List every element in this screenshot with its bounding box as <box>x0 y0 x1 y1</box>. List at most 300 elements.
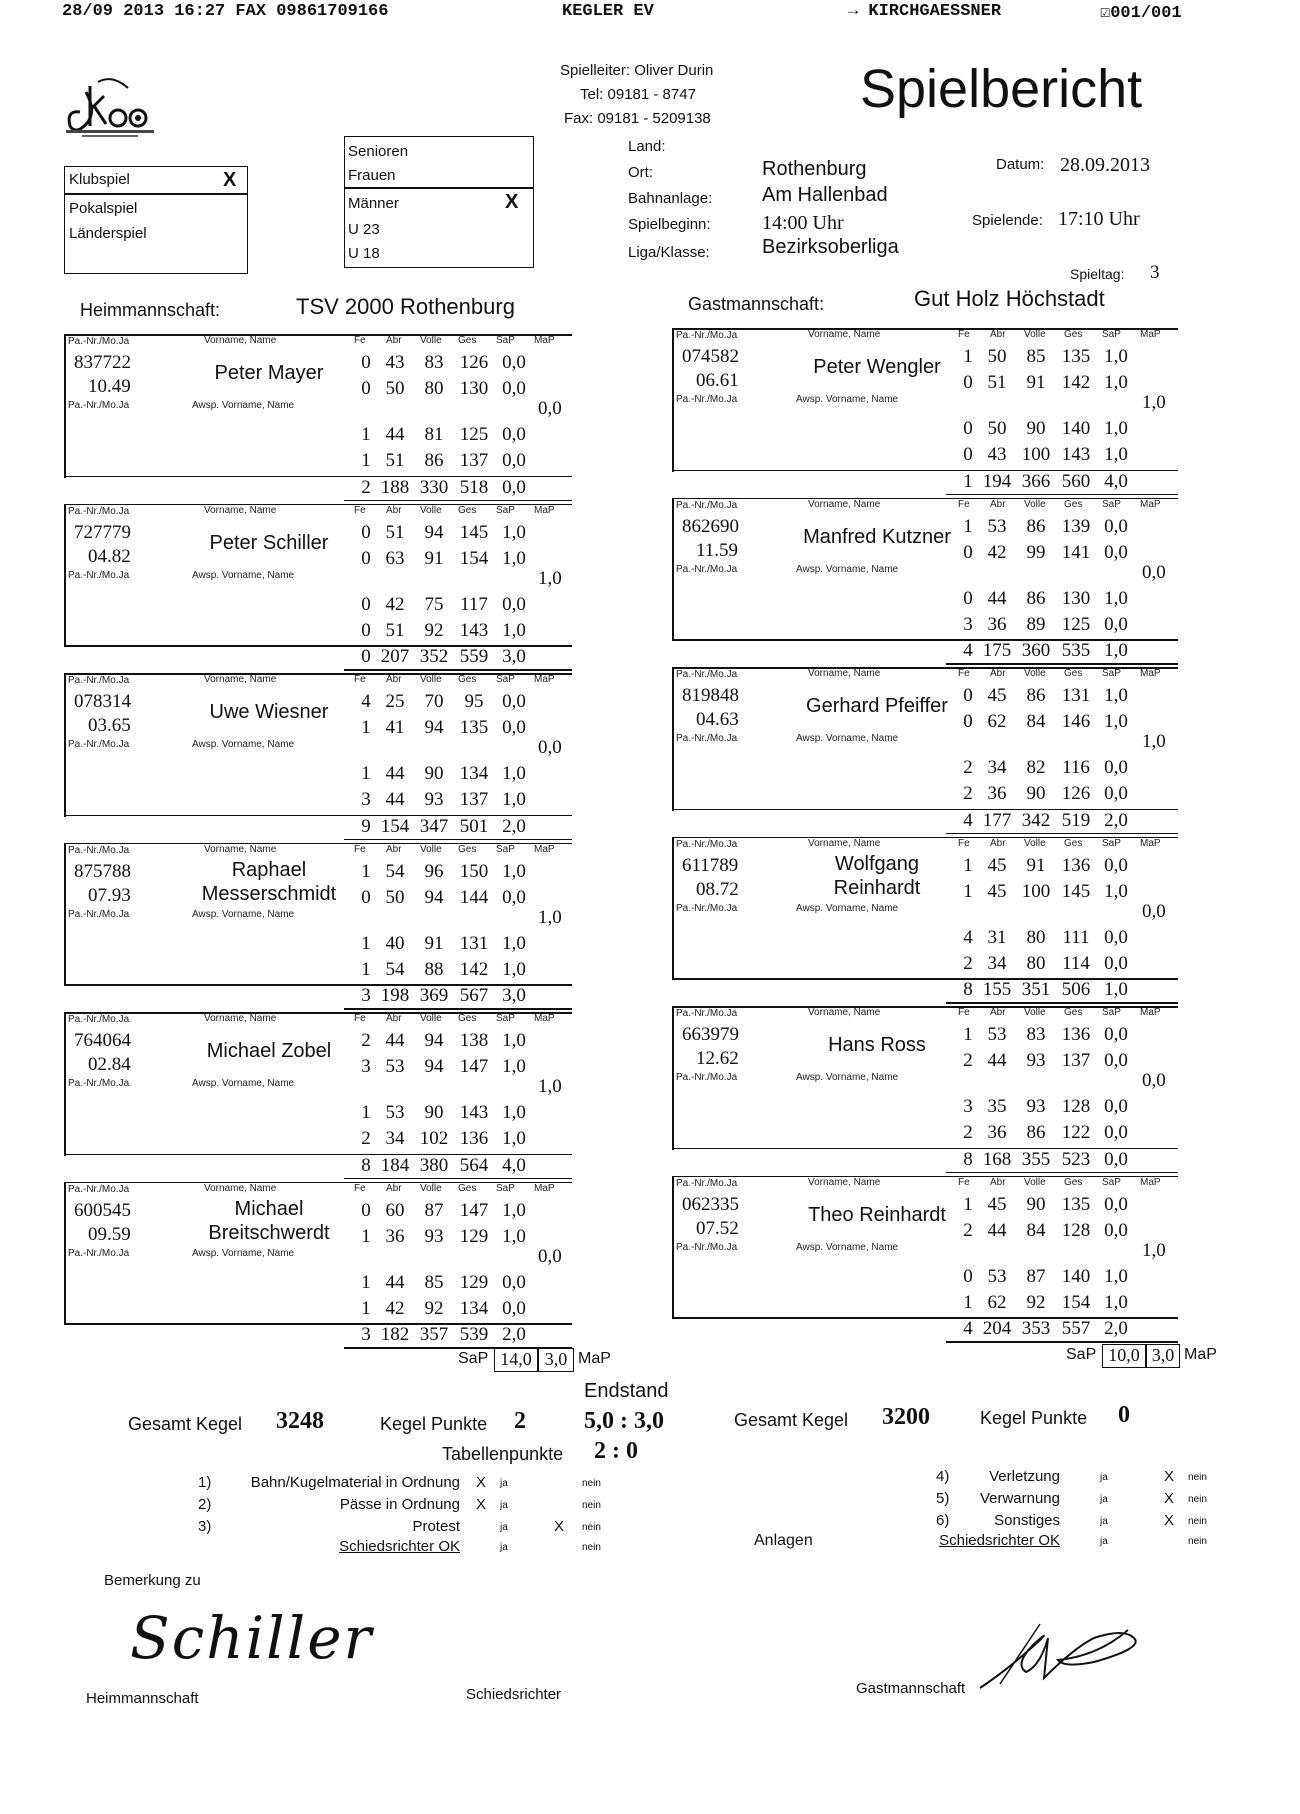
score-cell: 54 <box>385 860 405 882</box>
score-cell: 1 <box>361 1102 371 1123</box>
col-header-ges: Ges <box>1064 668 1083 679</box>
fax-sender: KEGLER EV <box>562 2 654 21</box>
check-label: Pässe in Ordnung <box>339 1496 460 1513</box>
player-pass-number: 875788 <box>74 860 131 882</box>
player-map: 1,0 <box>1142 392 1166 413</box>
col-header-abr: Abr <box>990 837 1006 849</box>
check-no: nein <box>582 1542 601 1553</box>
total-cell: 8 <box>963 1148 973 1170</box>
score-cell: 0,0 <box>1104 515 1128 537</box>
score-cell: 139 <box>1061 515 1091 537</box>
col-header-sap: SaP <box>496 1013 515 1024</box>
total-cell: 347 <box>419 815 449 837</box>
col-header-fe: Fe <box>354 674 366 685</box>
player-first-name: Wolfgang <box>834 852 920 875</box>
score-cell: 100 <box>1021 444 1051 465</box>
check-no: nein <box>1188 1536 1207 1547</box>
score-cell: 44 <box>385 763 405 784</box>
total-cell: 567 <box>459 985 489 1006</box>
score-cell: 0 <box>963 1265 973 1287</box>
player-pass-number: 727779 <box>74 521 131 543</box>
total-cell: 519 <box>1061 809 1091 831</box>
check-label: Verletzung <box>989 1468 1060 1485</box>
score-cell: 0 <box>963 685 973 706</box>
score-cell: 1,0 <box>502 789 526 810</box>
score-cell: 0,0 <box>502 424 526 445</box>
tabellen-label: Tabellenpunkte <box>442 1444 564 1464</box>
col-header-sap: SaP <box>1102 1176 1121 1188</box>
score-cell: 90 <box>1026 783 1046 804</box>
total-cell: 355 <box>1021 1148 1051 1170</box>
col-header-sap: SaP <box>1102 837 1121 849</box>
score-cell: 53 <box>987 1265 1007 1287</box>
col-header-pass: Pa.-Nr./Mo.Ja <box>676 669 738 680</box>
score-cell: 34 <box>385 1128 405 1149</box>
score-cell: 1,0 <box>502 860 526 882</box>
check-mark: X <box>476 1496 487 1513</box>
col-header-abr: Abr <box>386 1013 402 1024</box>
score-cell: 1,0 <box>502 1030 526 1051</box>
col-header-awsp-name: Awsp. Vorname, Name <box>796 394 899 405</box>
score-cell: 0,0 <box>1104 1219 1128 1241</box>
score-cell: 142 <box>459 958 489 980</box>
score-cell: 134 <box>459 1297 489 1319</box>
score-cell: 90 <box>1026 418 1046 439</box>
score-cell: 0,0 <box>1104 1050 1128 1071</box>
score-cell: 154 <box>459 547 489 569</box>
col-header-name: Vorname, Name <box>808 1007 881 1018</box>
player-birth: 06.61 <box>696 370 739 391</box>
col-header-ges: Ges <box>1064 1007 1083 1018</box>
player-birth: 08.72 <box>696 878 739 900</box>
ort-label: Ort: <box>628 164 653 181</box>
home-team: TSV 2000 Rothenburg <box>296 294 515 319</box>
total-underline <box>946 494 1178 496</box>
score-cell: 84 <box>1026 711 1046 732</box>
guest-signature <box>960 1604 1190 1694</box>
col-header-volle: Volle <box>1024 668 1046 679</box>
col-header-fe: Fe <box>958 1176 970 1188</box>
total-underline <box>344 669 572 671</box>
score-cell: 0 <box>361 593 371 615</box>
block-left-line <box>672 1006 674 1150</box>
total-cell: 352 <box>419 646 449 667</box>
score-cell: 35 <box>987 1096 1007 1117</box>
col-header-awsp-pass: Pa.-Nr./Mo.Ja <box>68 739 130 750</box>
total-cell: 1,0 <box>1104 979 1128 1000</box>
col-header-awsp-name: Awsp. Vorname, Name <box>796 733 899 744</box>
check-yes: ja <box>1100 1494 1108 1505</box>
score-cell: 1,0 <box>1104 444 1128 465</box>
score-cell: 0,0 <box>502 378 526 399</box>
score-cell: 44 <box>385 1030 405 1051</box>
player-birth: 10.49 <box>88 376 131 397</box>
score-cell: 0 <box>361 547 371 569</box>
score-cell: 95 <box>464 691 484 712</box>
total-cell: 198 <box>380 985 410 1006</box>
score-cell: 1 <box>361 763 371 784</box>
col-header-awsp-pass: Pa.-Nr./Mo.Ja <box>68 1247 130 1259</box>
home-punkte-value: 2 <box>514 1408 526 1434</box>
score-cell: 0 <box>361 1199 371 1221</box>
total-cell: 4,0 <box>1104 470 1128 492</box>
score-cell: 131 <box>459 932 489 954</box>
score-cell: 146 <box>1061 711 1091 732</box>
score-cell: 145 <box>1061 880 1091 902</box>
player-birth: 11.59 <box>696 539 739 561</box>
check-label: Verwarnung <box>979 1490 1060 1507</box>
col-header-sap: SaP <box>496 843 515 855</box>
score-cell: 135 <box>1061 1193 1091 1215</box>
total-cell: 3 <box>361 1324 371 1345</box>
score-cell: 92 <box>1026 1291 1046 1313</box>
total-cell: 3 <box>361 985 371 1006</box>
score-cell: 1,0 <box>502 1056 526 1077</box>
organizer-leader: Spielleiter: Oliver Durin <box>560 62 714 79</box>
score-cell: 1,0 <box>1104 1265 1128 1287</box>
check-yes: ja <box>500 1478 508 1489</box>
score-cell: 96 <box>424 860 444 882</box>
total-cell: 188 <box>380 476 410 498</box>
col-header-volle: Volle <box>420 843 442 855</box>
score-cell: 1,0 <box>1104 346 1128 367</box>
total-cell: 330 <box>419 476 449 498</box>
total-cell: 4 <box>963 1318 973 1339</box>
check-yes: ja <box>1100 1516 1108 1527</box>
col-header-abr: Abr <box>386 504 402 516</box>
score-cell: 1 <box>963 1024 973 1045</box>
player-map: 0,0 <box>538 398 562 419</box>
check-label: Schiedsrichter OK <box>939 1532 1060 1549</box>
score-cell: 1,0 <box>1104 711 1128 732</box>
score-cell: 1,0 <box>502 547 526 569</box>
col-header-fe: Fe <box>958 498 970 510</box>
total-underline <box>344 839 572 841</box>
check-yes: ja <box>500 1542 508 1553</box>
score-cell: 1,0 <box>1104 418 1128 439</box>
check-yes: ja <box>500 1500 508 1511</box>
score-cell: 0 <box>963 444 973 465</box>
block-left-line <box>64 504 66 648</box>
score-cell: 90 <box>424 763 444 784</box>
total-underline <box>946 1341 1178 1343</box>
player-name: Peter Wengler <box>813 356 941 378</box>
total-cell: 2,0 <box>1104 809 1128 831</box>
col-header-pass: Pa.-Nr./Mo.Ja <box>676 838 738 850</box>
game-type-pokalspiel: Pokalspiel <box>69 200 138 217</box>
col-header-map: MaP <box>534 843 555 855</box>
col-header-pass: Pa.-Nr./Mo.Ja <box>68 844 130 856</box>
score-cell: 51 <box>987 372 1007 393</box>
score-cell: 3 <box>963 613 973 635</box>
score-cell: 91 <box>424 932 444 954</box>
score-cell: 145 <box>459 521 489 543</box>
col-header-map: MaP <box>534 1013 555 1024</box>
total-cell: 360 <box>1021 640 1051 661</box>
total-cell: 2,0 <box>502 1324 526 1345</box>
score-cell: 94 <box>424 886 444 908</box>
player-last-name: Breitschwerdt <box>208 1221 330 1244</box>
score-cell: 86 <box>424 450 444 471</box>
total-cell: 182 <box>380 1324 410 1345</box>
score-cell: 51 <box>385 521 405 543</box>
score-cell: 0 <box>963 541 973 563</box>
check-number: 4) <box>936 1468 950 1485</box>
col-header-map: MaP <box>1140 1007 1161 1018</box>
col-header-awsp-pass: Pa.-Nr./Mo.Ja <box>68 569 130 581</box>
score-cell: 0 <box>361 378 371 399</box>
score-cell: 114 <box>1062 952 1090 974</box>
col-header-volle: Volle <box>420 504 442 516</box>
total-cell: 154 <box>380 815 410 837</box>
score-cell: 135 <box>1061 346 1091 367</box>
score-cell: 1,0 <box>502 619 526 641</box>
score-cell: 44 <box>987 1050 1007 1071</box>
score-cell: 0,0 <box>1104 854 1128 876</box>
score-cell: 84 <box>1026 1219 1046 1241</box>
beginn-label: Spielbeginn: <box>628 216 711 233</box>
check-number: 3) <box>198 1518 212 1535</box>
score-cell: 80 <box>424 378 444 399</box>
bahn-label: Bahnanlage: <box>628 190 713 207</box>
land-label: Land: <box>628 138 666 155</box>
block-left-line <box>64 1182 66 1326</box>
score-cell: 50 <box>987 346 1007 367</box>
col-header-ges: Ges <box>458 1013 477 1024</box>
player-birth: 07.52 <box>696 1217 739 1239</box>
col-header-awsp-pass: Pa.-Nr./Mo.Ja <box>68 908 130 920</box>
col-header-awsp-pass: Pa.-Nr./Mo.Ja <box>68 400 130 411</box>
score-cell: 92 <box>424 1297 444 1319</box>
total-cell: 351 <box>1021 979 1051 1000</box>
col-header-pass: Pa.-Nr./Mo.Ja <box>676 1177 738 1189</box>
score-cell: 2 <box>963 952 973 974</box>
score-cell: 2 <box>963 783 973 804</box>
score-cell: 2 <box>963 1122 973 1143</box>
score-cell: 60 <box>385 1199 405 1221</box>
total-cell: 0,0 <box>1104 1148 1128 1170</box>
col-header-awsp-pass: Pa.-Nr./Mo.Ja <box>676 902 738 914</box>
guest-map-total: 3,0 <box>1146 1344 1180 1368</box>
guest-kegel-label: Gesamt Kegel <box>734 1410 849 1430</box>
check-number: 6) <box>936 1512 950 1529</box>
score-cell: 1,0 <box>502 763 526 784</box>
score-cell: 1,0 <box>502 1128 526 1149</box>
total-underline <box>344 1008 572 1010</box>
score-cell: 138 <box>459 1030 489 1051</box>
home-sap-total: 14,0 <box>494 1348 538 1372</box>
player-name: Gerhard Pfeiffer <box>806 695 948 717</box>
col-header-awsp-pass: Pa.-Nr./Mo.Ja <box>68 1078 130 1089</box>
col-header-fe: Fe <box>354 504 366 516</box>
fax-recipient: → KIRCHGAESSNER <box>848 2 1002 21</box>
score-cell: 1 <box>963 854 973 876</box>
total-cell: 0,0 <box>502 476 526 498</box>
col-header-pass: Pa.-Nr./Mo.Ja <box>676 499 738 511</box>
total-cell: 177 <box>982 809 1012 831</box>
score-cell: 1 <box>361 717 371 738</box>
col-header-sap: SaP <box>1102 329 1121 340</box>
block-left-line <box>672 328 674 472</box>
score-cell: 128 <box>1061 1219 1091 1241</box>
score-cell: 0,0 <box>502 593 526 615</box>
score-cell: 1 <box>361 932 371 954</box>
score-cell: 100 <box>1021 880 1051 902</box>
check-label: Protest <box>412 1518 460 1535</box>
col-header-abr: Abr <box>386 335 402 346</box>
total-cell: 194 <box>982 470 1012 492</box>
total-cell: 8 <box>361 1154 371 1176</box>
player-pass-number: 837722 <box>74 352 131 373</box>
col-header-abr: Abr <box>990 668 1006 679</box>
score-cell: 128 <box>1061 1096 1091 1117</box>
bemerkung-label: Bemerkung zu <box>104 1572 201 1589</box>
player-pass-number: 663979 <box>682 1024 739 1045</box>
col-header-ges: Ges <box>458 843 477 855</box>
home-punkte-label: Kegel Punkte <box>380 1414 488 1434</box>
score-cell: 0,0 <box>1104 757 1128 778</box>
total-cell: 3,0 <box>502 985 526 1006</box>
score-cell: 34 <box>987 757 1007 778</box>
guest-sap-label: SaP <box>1066 1346 1097 1363</box>
score-cell: 1 <box>361 1271 371 1293</box>
col-header-name: Vorname, Name <box>808 668 881 679</box>
col-header-awsp-name: Awsp. Vorname, Name <box>796 1241 899 1253</box>
col-header-name: Vorname, Name <box>808 837 881 849</box>
col-header-abr: Abr <box>990 498 1006 510</box>
score-cell: 90 <box>424 1102 444 1123</box>
col-header-awsp-name: Awsp. Vorname, Name <box>796 1072 899 1083</box>
score-cell: 41 <box>385 717 405 738</box>
score-cell: 1,0 <box>1104 587 1128 609</box>
total-cell: 184 <box>380 1154 410 1176</box>
player-name: Uwe Wiesner <box>209 701 329 723</box>
check-yes: ja <box>500 1522 508 1533</box>
score-cell: 0 <box>963 418 973 439</box>
player-pass-number: 611789 <box>682 854 739 876</box>
col-header-ges: Ges <box>458 674 477 685</box>
anlagen-label: Anlagen <box>754 1532 813 1549</box>
player-birth: 04.63 <box>696 709 739 730</box>
col-header-sap: SaP <box>496 504 515 516</box>
player-pass-number: 078314 <box>74 691 131 712</box>
score-cell: 0 <box>361 352 371 373</box>
total-cell: 369 <box>419 985 449 1006</box>
score-cell: 1,0 <box>502 521 526 543</box>
col-header-awsp-name: Awsp. Vorname, Name <box>192 400 295 411</box>
player-map: 1,0 <box>538 906 562 928</box>
endstand-value: 5,0 : 3,0 <box>584 1408 664 1434</box>
total-cell: 1 <box>963 470 973 492</box>
col-header-fe: Fe <box>958 1007 970 1018</box>
total-underline <box>946 1172 1178 1174</box>
check-no: nein <box>582 1522 601 1533</box>
col-header-map: MaP <box>1140 498 1161 510</box>
col-header-map: MaP <box>534 1182 555 1194</box>
organizer-tel: Tel: 09181 - 8747 <box>580 86 696 103</box>
score-cell: 1 <box>963 1291 973 1313</box>
total-cell: 523 <box>1061 1148 1091 1170</box>
page-title: Spielbericht <box>860 59 1143 119</box>
score-cell: 62 <box>987 1291 1007 1313</box>
col-header-map: MaP <box>534 335 555 346</box>
score-cell: 1 <box>361 1297 371 1319</box>
col-header-pass: Pa.-Nr./Mo.Ja <box>68 505 130 517</box>
player-map: 0,0 <box>538 1245 562 1267</box>
col-header-map: MaP <box>1140 668 1161 679</box>
col-header-ges: Ges <box>1064 837 1083 849</box>
score-cell: 80 <box>1026 952 1046 974</box>
player-birth: 07.93 <box>88 884 131 906</box>
score-cell: 137 <box>459 450 489 471</box>
organizer-fax: Fax: 09181 - 5209138 <box>564 110 711 127</box>
check-no: nein <box>1188 1494 1207 1505</box>
total-underline <box>344 500 572 502</box>
score-cell: 122 <box>1061 1122 1091 1143</box>
col-header-fe: Fe <box>958 837 970 849</box>
category-u18: U 18 <box>348 245 380 262</box>
score-cell: 92 <box>424 619 444 641</box>
score-cell: 45 <box>987 685 1007 706</box>
game-type-mark: X <box>223 169 237 191</box>
home-signature: Schiller <box>130 1604 374 1672</box>
score-cell: 0,0 <box>502 352 526 373</box>
score-cell: 90 <box>1026 1193 1046 1215</box>
guest-punkte-value: 0 <box>1118 1402 1130 1428</box>
score-cell: 34 <box>987 952 1007 974</box>
guest-punkte-label: Kegel Punkte <box>980 1408 1088 1428</box>
player-first-name: Michael <box>234 1197 304 1220</box>
score-cell: 83 <box>424 352 444 373</box>
col-header-fe: Fe <box>354 1013 366 1024</box>
score-cell: 126 <box>459 352 489 373</box>
col-header-abr: Abr <box>386 843 402 855</box>
endstand-label: Endstand <box>584 1380 669 1402</box>
col-header-name: Vorname, Name <box>204 843 277 855</box>
check-no: nein <box>582 1500 601 1511</box>
col-header-ges: Ges <box>1064 1176 1083 1188</box>
player-name: Manfred Kutzner <box>803 525 951 548</box>
score-cell: 130 <box>459 378 489 399</box>
score-cell: 86 <box>1026 1122 1046 1143</box>
score-cell: 137 <box>459 789 489 810</box>
game-type-laenderspiel: Länderspiel <box>69 225 147 242</box>
liga-value: Bezirksoberliga <box>762 236 899 258</box>
guest-map-label: MaP <box>1184 1346 1217 1363</box>
score-cell: 0 <box>361 619 371 641</box>
col-header-pass: Pa.-Nr./Mo.Ja <box>676 1008 738 1019</box>
col-header-fe: Fe <box>354 843 366 855</box>
col-header-volle: Volle <box>1024 837 1046 849</box>
col-header-volle: Volle <box>1024 329 1046 340</box>
total-cell: 4 <box>963 640 973 661</box>
block-left-line <box>64 843 66 987</box>
score-cell: 134 <box>459 763 489 784</box>
col-header-abr: Abr <box>386 674 402 685</box>
col-header-fe: Fe <box>354 335 366 346</box>
score-cell: 44 <box>385 424 405 445</box>
score-cell: 3 <box>361 1056 371 1077</box>
col-header-awsp-pass: Pa.-Nr./Mo.Ja <box>676 563 738 575</box>
score-cell: 93 <box>424 789 444 810</box>
total-underline <box>344 1178 572 1180</box>
guest-kegel-value: 3200 <box>882 1404 930 1430</box>
col-header-name: Vorname, Name <box>808 1176 881 1188</box>
score-cell: 0,0 <box>502 691 526 712</box>
score-cell: 0,0 <box>1104 1122 1128 1143</box>
datum-label: Datum: <box>996 156 1045 173</box>
col-header-pass: Pa.-Nr./Mo.Ja <box>68 1183 130 1195</box>
